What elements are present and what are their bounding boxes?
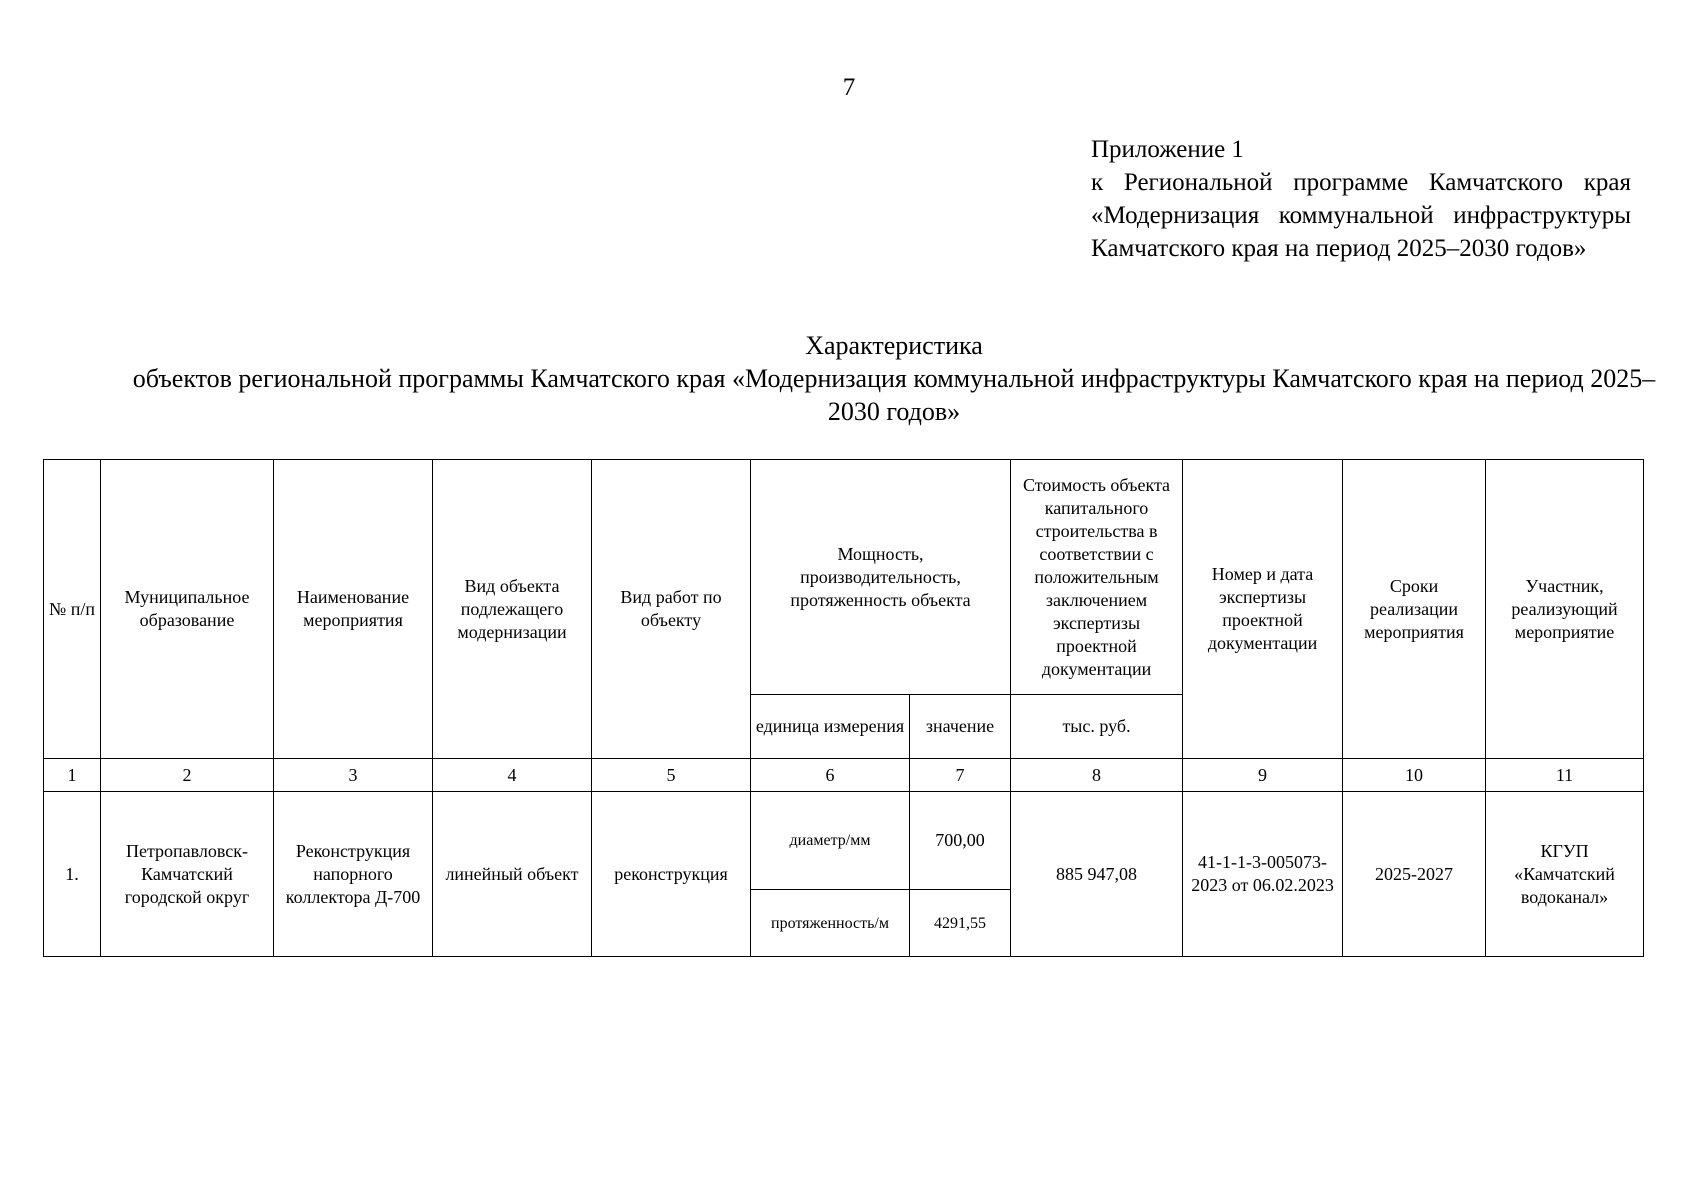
header-municipality: Муниципальное образование — [101, 460, 274, 759]
header-event-name: Наименование мероприятия — [274, 460, 433, 759]
header-capacity: Мощность, производительность, протяженность объекта — [751, 460, 1011, 695]
cell-value-diameter: 700,00 — [910, 792, 1011, 890]
document-title-subheading: объектов региональной программы Камчатского края «Модернизация коммунальной инфраструктуры Камчатского края на период 2025–2030 годов» — [132, 364, 1656, 426]
cell-value-length: 4291,55 — [910, 890, 1011, 957]
cell-num: 1. — [44, 792, 101, 957]
table-row — [44, 792, 1644, 890]
column-number: 11 — [1486, 759, 1644, 792]
table-header — [44, 460, 1644, 792]
header-participant: Участник, реализующий мероприятие — [1486, 460, 1644, 759]
column-number: 10 — [1343, 759, 1486, 792]
header-expertise: Номер и дата экспертизы проектной документации — [1183, 460, 1343, 759]
column-number: 8 — [1011, 759, 1183, 792]
column-number: 1 — [44, 759, 101, 792]
column-number: 2 — [101, 759, 274, 792]
appendix-title: Приложение 1 — [1091, 136, 1244, 163]
table-body — [44, 792, 1644, 957]
column-number: 9 — [1183, 759, 1343, 792]
cell-work-type: реконструкция — [592, 792, 751, 957]
header-num: № п/п — [44, 460, 101, 759]
cell-terms: 2025-2027 — [1343, 792, 1486, 957]
page-number: 7 — [842, 74, 856, 101]
column-number: 7 — [910, 759, 1011, 792]
appendix-caption — [1091, 133, 1631, 265]
cell-object-type: линейный объект — [433, 792, 592, 957]
cell-cost: 885 947,08 — [1011, 792, 1183, 957]
cell-unit-diameter: диаметр/мм — [751, 792, 910, 890]
cell-participant: КГУП «Камчатский водоканал» — [1486, 792, 1644, 957]
header-value: значение — [910, 695, 1011, 759]
header-unit: единица измерения — [751, 695, 910, 759]
cell-expertise: 41-1-1-3-005073-2023 от 06.02.2023 — [1183, 792, 1343, 957]
column-number: 4 — [433, 759, 592, 792]
cell-municipality: Петропавловск-Камчатский городской округ — [101, 792, 274, 957]
document-title-heading: Характеристика — [805, 331, 983, 360]
header-cost: Стоимость объекта капитального строительства в соответствии с положительным заключением экспертизы проектной документации — [1011, 460, 1183, 695]
objects-table — [43, 459, 1644, 957]
appendix-reference: к Региональной программе Камчатского края «Модернизация коммунальной инфраструктуры Камчатского края на период 2025–2030 годов» — [1091, 169, 1631, 262]
header-work-type: Вид работ по объекту — [592, 460, 751, 759]
header-row-main — [44, 460, 1644, 695]
column-numbers-row — [44, 759, 1644, 792]
header-object-type: Вид объекта подлежащего модернизации — [433, 460, 592, 759]
document-title — [130, 329, 1658, 428]
header-cost-unit: тыс. руб. — [1011, 695, 1183, 759]
column-number: 6 — [751, 759, 910, 792]
cell-unit-length: протяженность/м — [751, 890, 910, 957]
cell-event-name: Реконструкция напорного коллектора Д-700 — [274, 792, 433, 957]
column-number: 3 — [274, 759, 433, 792]
column-number: 5 — [592, 759, 751, 792]
header-terms: Сроки реализации мероприятия — [1343, 460, 1486, 759]
